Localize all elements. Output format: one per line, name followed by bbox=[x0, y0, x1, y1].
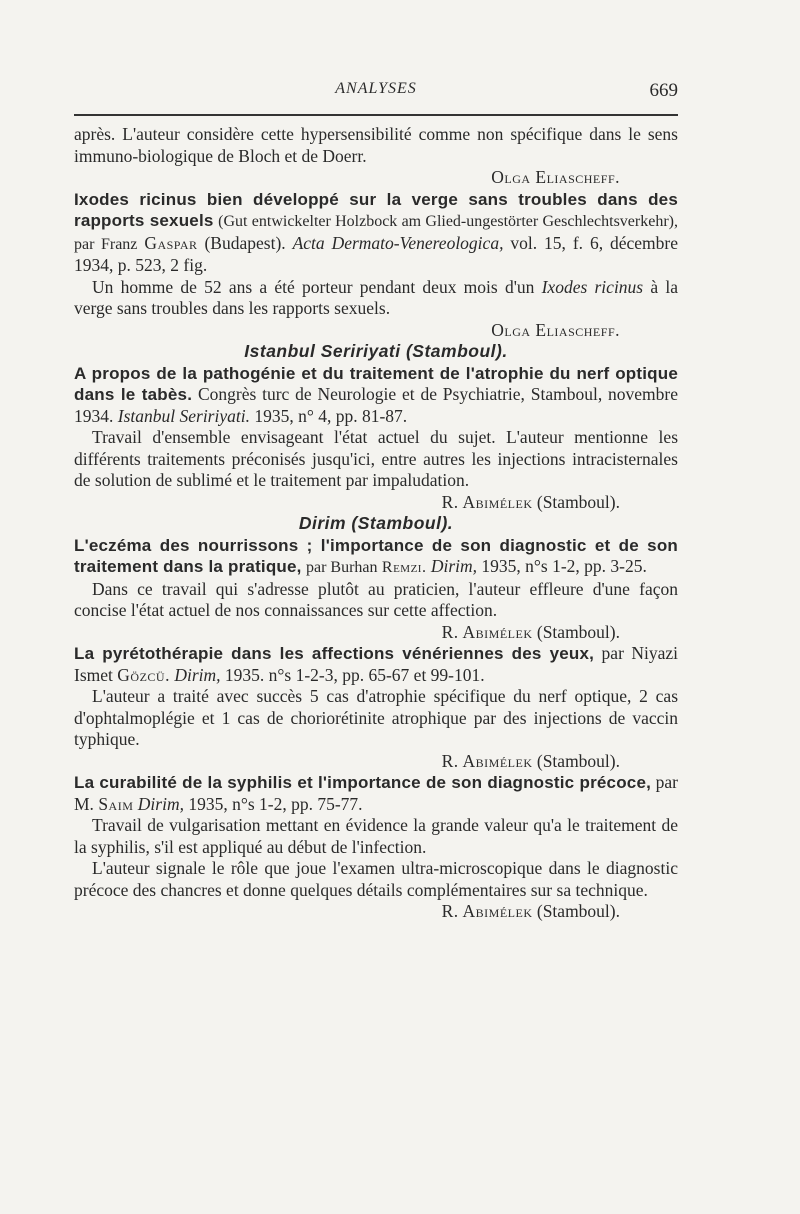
page-content bbox=[74, 124, 678, 923]
section-heading-istanbul: Istanbul Seririyati (Stamboul). bbox=[244, 341, 508, 361]
article4-title: La pyrétothérapie dans les affections vénériennes des yeux, bbox=[74, 644, 595, 663]
section-heading-dirim: Dirim (Stamboul). bbox=[298, 513, 454, 533]
running-head: ANALYSES bbox=[335, 80, 417, 97]
article5-journal: Dirim, bbox=[137, 793, 184, 814]
article3-header bbox=[74, 535, 678, 579]
article2-sig-place: (Stamboul). bbox=[536, 491, 620, 512]
article5-sig-place: (Stamboul). bbox=[536, 901, 620, 921]
article2-signature bbox=[74, 492, 678, 514]
article3-author: Remzi. bbox=[381, 559, 427, 576]
article5-author: Saim bbox=[98, 793, 134, 814]
article1-signature: Olga Eliascheff. bbox=[491, 319, 620, 340]
article1-body-end: à la verge sans troubles dans les rapports sexuels. bbox=[74, 276, 678, 318]
article2-title: A propos de la pathogénie et du traitement de l'atrophie du nerf optique dans le tabès. bbox=[74, 363, 678, 404]
article1-title: Ixodes ricinus bien développé sur la verge sans troubles dans des rapports sexuels bbox=[74, 189, 678, 230]
article5-body-2: L'auteur signale le rôle que joue l'examen ultra-microscopique dans le diagnostic précoce des chancres et donne quelques détails complémentaires sur sa technique. bbox=[74, 858, 678, 900]
article5-ref-a: par M. bbox=[74, 772, 678, 814]
article2-sig-name: R. Abimélek bbox=[441, 491, 533, 512]
page-header bbox=[74, 78, 678, 104]
article3-ref-a: par Burhan bbox=[305, 559, 378, 576]
article1-journal: Acta Dermato-Venereologica, bbox=[292, 232, 504, 253]
article2-ref-a: Congrès turc de Neurologie et de Psychiatrie, Stamboul, novembre 1934. bbox=[74, 384, 679, 426]
article3-sig-name: R. Abimélek bbox=[441, 621, 533, 642]
intro-signature: Olga Eliascheff. bbox=[491, 167, 620, 187]
article4-ref-b: 1935. n°s 1-2-3, pp. 65-67 et 99-101. bbox=[224, 664, 485, 685]
article1-body-text: Un homme de 52 ans a été porteur pendant deux mois d'un bbox=[92, 276, 535, 297]
article1-ref-b: (Budapest). bbox=[204, 232, 286, 253]
article5-sig-name: R. Abimélek bbox=[441, 901, 533, 921]
article1-ref-a: (Gut entwickelter Holzbock am Glied-ungestörter Geschlechtsverkehr), par Franz bbox=[74, 213, 678, 253]
article4-body: L'auteur a traité avec succès 5 cas d'atrophie spécifique du nerf optique, 2 cas d'ophtalmoplégie et 1 cas de choriorétinite atrophique par des injections de vaccin typhique. bbox=[74, 686, 678, 749]
article5-title: La curabilité de la syphilis et l'importance de son diagnostic précoce, bbox=[74, 773, 652, 792]
article3-journal: Dirim, bbox=[430, 556, 478, 576]
article4-journal: Dirim, bbox=[174, 664, 221, 685]
intro-paragraph: après. L'auteur considère cette hypersensibilité comme non spécifique dans le sens immuno-biologique de Bloch et de Doerr. bbox=[74, 124, 678, 166]
article2-journal: Istanbul Seririyati. bbox=[117, 405, 250, 426]
article5-body-1: Travail de vulgarisation mettant en évidence la grande valeur qu'a le traitement de la syphilis, s'il est appliqué au début de l'infection. bbox=[74, 815, 678, 857]
article5-header bbox=[74, 772, 678, 815]
article5-signature bbox=[74, 901, 678, 923]
article3-body: Dans ce travail qui s'adresse plutôt au praticien, l'auteur effleure d'une façon concise l'état actuel de nos connaissances sur cette affection. bbox=[74, 578, 678, 620]
article4-author: Gözcü. bbox=[117, 664, 170, 685]
page-number: 669 bbox=[649, 80, 678, 101]
article1-body bbox=[74, 277, 678, 320]
header-rule bbox=[74, 114, 678, 116]
article4-ref-a: par Niyazi Ismet bbox=[74, 643, 679, 685]
article3-sig-place: (Stamboul). bbox=[536, 621, 620, 642]
article1-ref-c: vol. 15, f. 6, décembre 1934, p. 523, 2 fig. bbox=[74, 232, 679, 275]
article4-sig-place: (Stamboul). bbox=[536, 750, 620, 771]
article1-author: Gaspar bbox=[144, 232, 198, 253]
article5-ref-b: 1935, n°s 1-2, pp. 75-77. bbox=[188, 793, 363, 814]
article4-signature bbox=[74, 751, 678, 773]
article3-title: L'eczéma des nourrissons ; l'importance de son diagnostic et de son traitement dans la pratique, bbox=[74, 535, 678, 576]
article3-signature bbox=[74, 622, 678, 644]
article4-sig-name: R. Abimélek bbox=[441, 750, 533, 771]
article3-ref-b: 1935, n°s 1-2, pp. 3-25. bbox=[481, 556, 647, 576]
article1-header bbox=[74, 189, 678, 277]
article2-header bbox=[74, 363, 678, 428]
article2-body: Travail d'ensemble envisageant l'état actuel du sujet. L'auteur mentionne les différents traitements préconisés jusqu'ici, entre autres les injections intracisternales de solution de sublimé et le traitement par impaludation. bbox=[74, 427, 678, 490]
article2-ref-b: 1935, n° 4, pp. 81-87. bbox=[254, 405, 408, 426]
article1-species: Ixodes ricinus bbox=[541, 276, 644, 297]
article4-header bbox=[74, 643, 678, 686]
